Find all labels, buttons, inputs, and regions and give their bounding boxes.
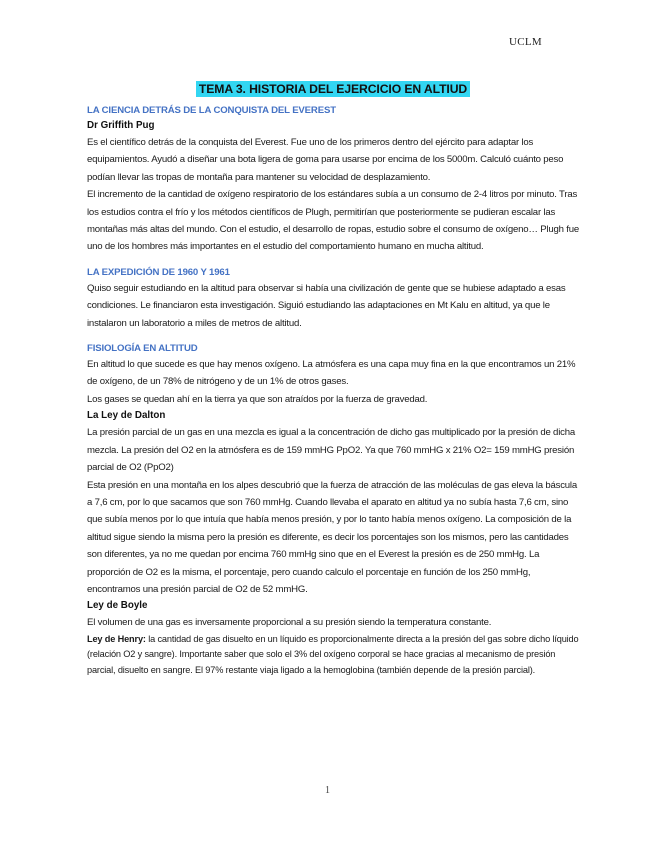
paragraph: El incremento de la cantidad de oxígeno respiratorio de los estándares subía a un consumo de 2-4 litros por minuto. Tras los estudios contra el frío y los métodos científicos de Plugh, permitirían que posteriormente se pudieran escalar las montañas más altas del mundo. Con el estudio, el desarrollo de ropas, estudio sobre el consumo de oxígeno… Plugh fue uno de los hombres más importantes en el estudio del comportamiento humano en mucha altitud. bbox=[87, 189, 579, 253]
subheading-griffith-pug: Dr Griffith Pug bbox=[87, 120, 155, 131]
paragraph-ley-henry bbox=[87, 632, 579, 678]
paragraph: En altitud lo que sucede es que hay menos oxígeno. La atmósfera es una capa muy fina en la que encontramos un 21% de oxígeno, de un 78% de nitrógeno y de un 1% de otros gases. bbox=[87, 359, 576, 388]
paragraph: La presión parcial de un gas en una mezcla es igual a la concentración de dicho gas multiplicado por la presión de dicha mezcla. La presión del O2 en la atmósfera es de 159 mmHG PpO2. Ya que 760 mmHG x 21% O2= 159 mmHG presión parcial de O2 (PpO2) bbox=[87, 427, 575, 474]
paragraph: Los gases se quedan ahí en la tierra ya que son atraídos por la fuerza de gravedad. bbox=[87, 393, 428, 405]
paragraph: Es el científico detrás de la conquista del Everest. Fue uno de los primeros dentro del ejército para adaptar los equipamientos. Ayudó a diseñar una bota ligera de goma para usarse por encima de los 5000m. Calculó cuánto peso podían llevar las tropas de montaña para mantener su velocidad de desplazamiento. bbox=[87, 137, 564, 183]
section-heading-fisiologia: FISIOLOGÍA EN ALTITUD bbox=[87, 343, 198, 355]
paragraph: El volumen de una gas es inversamente proporcional a su presión siendo la temperatura constante. bbox=[87, 617, 492, 629]
document-body bbox=[87, 80, 579, 678]
section-heading-expedicion: LA EXPEDICIÓN DE 1960 Y 1961 bbox=[87, 266, 230, 278]
subheading-ley-dalton: La Ley de Dalton bbox=[87, 410, 166, 422]
page-number: 1 bbox=[325, 785, 330, 796]
document-title: TEMA 3. HISTORIA DEL EJERCICIO EN ALTIUD bbox=[196, 81, 470, 97]
ley-henry-label: Ley de Henry: bbox=[87, 633, 146, 644]
paragraph: Esta presión en una montaña en los alpes descubrió que la fuerza de atracción de las moléculas de gas eleva la báscula a 7,6 cm, por lo que sacamos que son 760 mmHg. Cuando llevaba el aparato en altitud ya no subía hasta 7,6 cm, sino que subía menos por lo que intuía que había menos presión, y por lo tanto había menos oxígeno. La composición de la altitud sigue siendo la misma pero la presión es diferente, es decir los porcentajes son los mismos, pero las cantidades son diferentes, ya no me quedan por encima 760 mmHg sino que en el Everest la presión es de 250 mmHg. La proporción de O2 es la misma, el porcentaje, pero cuando calculo el porcentaje en función de los 250 mmHg, encontramos una presión parcial de O2 de 52 mmHG. bbox=[87, 479, 577, 595]
ley-henry-text: la cantidad de gas disuelto en un líquido es proporcionalmente directa a la presión del gas sobre dicho líquido (relación O2 y sangre). Importante saber que solo el 3% del oxígeno corporal se hace gracias al mecanismo de presión parcial, disuelto en sangre. El 97% restante viaja ligado a la hemoglobina (también depende de la presión parcial). bbox=[87, 633, 579, 675]
paragraph: Quiso seguir estudiando en la altitud para observar si había una civilización de gente que se hubiese adaptado a esas condiciones. Le financiaron esta investigación. Siguió estudiando las adaptaciones en Mt Kalu en altitud, ya que le instalaron un laboratorio a miles de metros de altitud. bbox=[87, 282, 566, 329]
header-institution: UCLM bbox=[509, 36, 542, 48]
subheading-ley-boyle: Ley de Boyle bbox=[87, 600, 148, 612]
section-heading-everest: LA CIENCIA DETRÁS DE LA CONQUISTA DEL EVEREST bbox=[87, 105, 336, 116]
